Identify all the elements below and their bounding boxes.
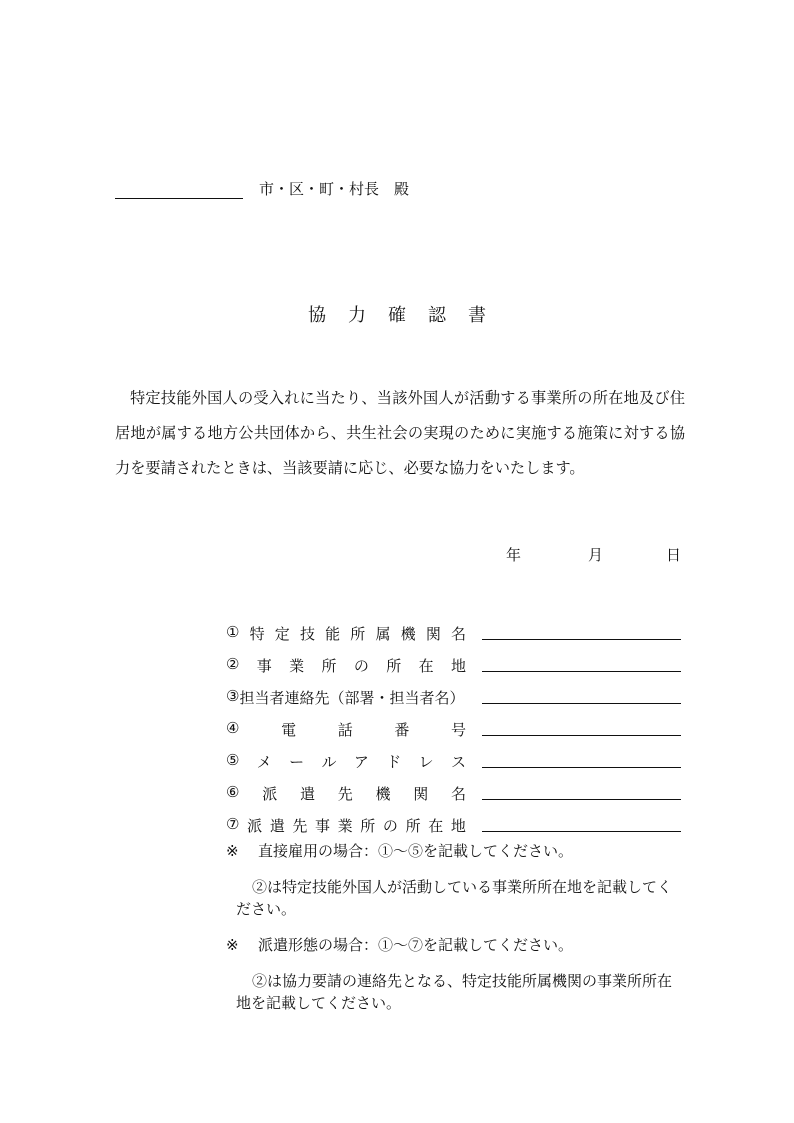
- label-char: ー: [289, 753, 305, 771]
- note-heading: 派遣形態の場合：①～⑦を記載してください。: [258, 936, 574, 954]
- field-label: [226, 751, 466, 772]
- label-char: 機: [400, 625, 416, 643]
- label-char: 所: [405, 817, 421, 835]
- label-char: 地: [450, 817, 466, 835]
- label-char: ル: [321, 753, 337, 771]
- field-number: ④: [226, 719, 240, 737]
- label-char: 在: [428, 817, 444, 835]
- label-char: ア: [353, 753, 369, 771]
- label-char: 技: [299, 625, 315, 643]
- dispatch-destination-name-input-line[interactable]: [482, 782, 681, 800]
- dispatch-office-address-input-line[interactable]: [482, 814, 681, 832]
- label-char: 関: [413, 785, 429, 803]
- label-char: 電: [281, 721, 297, 739]
- label-char: 遣: [269, 817, 285, 835]
- note-mark: ※: [226, 936, 239, 954]
- label-char: 特: [249, 625, 265, 643]
- label-char: 属: [375, 625, 391, 643]
- label-text: 担当者連絡先（部署・担当者名）: [239, 689, 465, 707]
- label-char: 遣: [299, 785, 315, 803]
- field-number: ⑦: [226, 815, 240, 833]
- title-char: 認: [428, 305, 446, 326]
- label-char: メ: [256, 753, 272, 771]
- declaration-body: 特定技能外国人の受入れに当たり、当該外国人が活動する事業所の所在地及び住居地が属する地方公共団体から、共生社会の実現のために実施する施策に対する協力を要請されたときは、当該要請に応じ、必要な協力をいたします。: [115, 389, 685, 477]
- field-label: [226, 783, 466, 804]
- note-detail: ②は協力要請の連絡先となる、特定技能所属機関の事業所所在地を記載してください。: [236, 972, 673, 1012]
- label-char: レ: [418, 753, 434, 771]
- title-char: 協: [308, 305, 326, 326]
- label-char: 所: [360, 817, 376, 835]
- label-char: 番: [394, 721, 410, 739]
- label-char: 地: [450, 657, 466, 675]
- label-char: 先: [337, 785, 353, 803]
- label-char: 所: [350, 625, 366, 643]
- field-label: [226, 719, 466, 740]
- field-dispatch-office-address: [226, 804, 682, 836]
- label-char: 所: [321, 657, 337, 675]
- addressee-line: [115, 178, 409, 199]
- label-char: 業: [289, 657, 305, 675]
- note-dispatch: [226, 934, 686, 956]
- notes-section: [226, 840, 686, 1028]
- label-char: ド: [386, 753, 402, 771]
- field-contact-person: [226, 676, 682, 708]
- label-char: 派: [262, 785, 278, 803]
- note-heading: 直接雇用の場合：①～⑤を記載してください。: [258, 842, 574, 860]
- municipality-blank[interactable]: [115, 184, 243, 199]
- label-char: 先: [292, 817, 308, 835]
- label-char: 派: [247, 817, 263, 835]
- label-char: 業: [337, 817, 353, 835]
- note-direct-employment: [226, 840, 686, 862]
- label-char: 機: [375, 785, 391, 803]
- label-char: 能: [325, 625, 341, 643]
- title-char: 確: [388, 305, 406, 326]
- field-phone-number: [226, 708, 682, 740]
- organization-name-input-line[interactable]: [482, 622, 681, 640]
- label-char: 名: [450, 625, 466, 643]
- date-year-label: 年: [506, 546, 522, 564]
- field-organization-name: [226, 612, 682, 644]
- field-number: ②: [226, 655, 240, 673]
- field-number: ①: [226, 623, 240, 641]
- title-char: 力: [348, 305, 366, 326]
- field-label: [226, 655, 466, 676]
- contact-person-input-line[interactable]: [482, 686, 681, 704]
- label-char: ス: [450, 753, 466, 771]
- label-char: 定: [274, 625, 290, 643]
- label-char: 事: [315, 817, 331, 835]
- date-day-label: 日: [666, 546, 682, 564]
- label-char: 事: [256, 657, 272, 675]
- field-dispatch-destination-name: [226, 772, 682, 804]
- email-address-input-line[interactable]: [482, 750, 681, 768]
- addressee-text: 市・区・町・村長 殿: [259, 180, 410, 198]
- label-char: の: [382, 817, 398, 835]
- fields-list: [226, 612, 682, 836]
- label-char: の: [353, 657, 369, 675]
- field-office-address: [226, 644, 682, 676]
- note-mark: ※: [226, 842, 239, 860]
- office-address-input-line[interactable]: [482, 654, 681, 672]
- note-detail: ②は特定技能外国人が活動している事業所所在地を記載してください。: [236, 878, 673, 918]
- label-char: 話: [337, 721, 353, 739]
- label-char: 名: [450, 785, 466, 803]
- field-email-address: [226, 740, 682, 772]
- field-number: ⑤: [226, 751, 240, 769]
- field-label: [226, 815, 466, 836]
- label-char: 関: [425, 625, 441, 643]
- label-char: 所: [386, 657, 402, 675]
- field-label: [226, 687, 466, 708]
- label-char: 在: [418, 657, 434, 675]
- label-char: 号: [450, 721, 466, 739]
- title-char: 書: [468, 305, 486, 326]
- date-month-label: 月: [588, 546, 604, 564]
- document-title: [0, 301, 794, 327]
- field-number: ③: [226, 687, 240, 705]
- field-label: [226, 623, 466, 644]
- field-number: ⑥: [226, 783, 240, 801]
- phone-number-input-line[interactable]: [482, 718, 681, 736]
